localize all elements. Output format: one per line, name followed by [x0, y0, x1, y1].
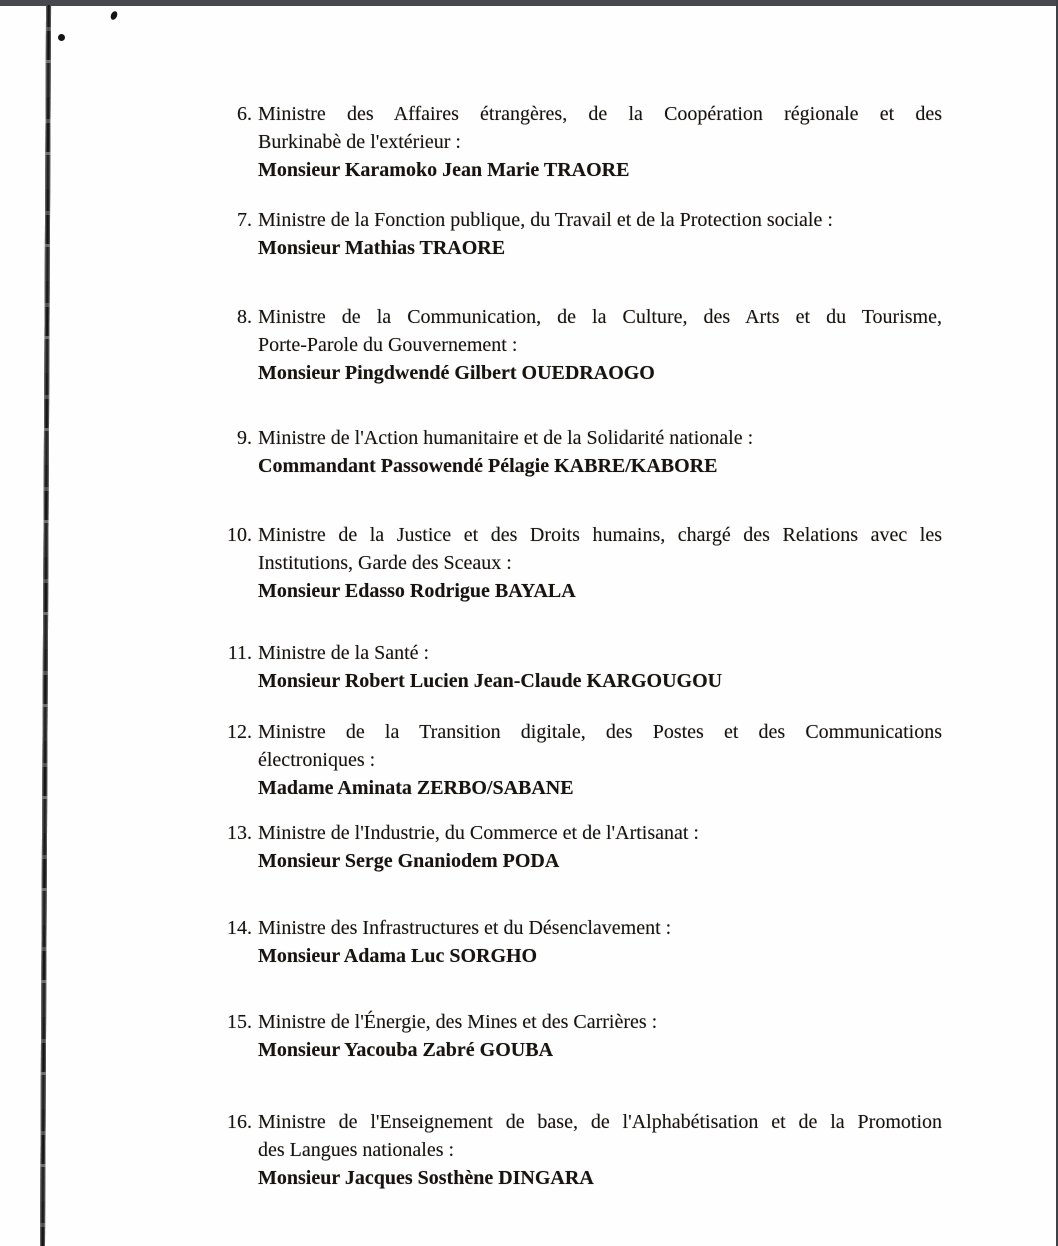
item-number: 11. — [227, 642, 252, 664]
minister-list-item — [224, 639, 942, 695]
minister-name: Monsieur Edasso Rodrigue BAYALA — [258, 580, 576, 602]
ministry-title — [258, 1108, 942, 1164]
ministry-title-line: Ministre des Affaires étrangères, de la Coopération régionale et des — [258, 103, 942, 125]
ministry-title — [258, 303, 942, 359]
ministry-title-line: Ministre de la Santé : — [258, 642, 430, 664]
ministry-title — [258, 914, 942, 942]
minister-name: Monsieur Jacques Sosthène DINGARA — [258, 1167, 594, 1189]
ministry-title — [258, 718, 942, 774]
ministry-title-line: Ministre des Infrastructures et du Désenclavement : — [258, 917, 672, 939]
minister-list-item — [224, 100, 942, 184]
minister-name: Monsieur Mathias TRAORE — [258, 237, 506, 259]
minister-name: Monsieur Serge Gnaniodem PODA — [258, 850, 560, 872]
item-number: 14. — [227, 917, 252, 939]
minister-name: Monsieur Karamoko Jean Marie TRAORE — [258, 159, 630, 181]
ministry-title — [258, 1008, 942, 1036]
ministry-title-line: Burkinabè de l'extérieur : — [258, 131, 461, 153]
ministry-title — [258, 206, 942, 234]
ministry-title — [258, 521, 942, 577]
minister-name: Madame Aminata ZERBO/SABANE — [258, 777, 574, 799]
ministry-title-line: Ministre de la Communication, de la Culture, des Arts et du Tourisme, — [258, 306, 942, 328]
minister-list-item — [224, 1108, 942, 1192]
ministry-title-line: Institutions, Garde des Sceaux : — [258, 552, 512, 574]
ministry-title-line: électroniques : — [258, 749, 376, 771]
minister-list-item — [224, 914, 942, 970]
ministry-title — [258, 100, 942, 156]
item-number: 16. — [227, 1111, 252, 1133]
minister-list-item — [224, 718, 942, 802]
item-number: 8. — [237, 306, 252, 328]
scan-top-edge — [0, 0, 1058, 6]
minister-name: Commandant Passowendé Pélagie KABRE/KABORE — [258, 455, 718, 477]
minister-list-item — [224, 206, 942, 262]
minister-list-item — [224, 819, 942, 875]
ministry-title-line: Ministre de la Justice et des Droits humains, chargé des Relations avec les — [258, 524, 942, 546]
item-number: 12. — [227, 721, 252, 743]
ministry-title-line: Ministre de l'Énergie, des Mines et des Carrières : — [258, 1011, 658, 1033]
ministry-title-line: Ministre de la Fonction publique, du Travail et de la Protection sociale : — [258, 209, 833, 231]
ministry-title-line: Ministre de la Transition digitale, des Postes et des Communications — [258, 721, 942, 743]
ministers-list — [224, 100, 944, 1192]
item-number: 13. — [227, 822, 252, 844]
minister-name: Monsieur Robert Lucien Jean-Claude KARGOUGOU — [258, 670, 723, 692]
ministry-title-line: Ministre de l'Industrie, du Commerce et de l'Artisanat : — [258, 822, 699, 844]
ministry-title-line: Ministre de l'Action humanitaire et de la Solidarité nationale : — [258, 427, 754, 449]
ministry-title — [258, 424, 942, 452]
minister-list-item — [224, 521, 942, 605]
minister-name: Monsieur Yacouba Zabré GOUBA — [258, 1039, 554, 1061]
item-number: 7. — [237, 209, 252, 231]
item-number: 10. — [227, 524, 252, 546]
item-number: 15. — [227, 1011, 252, 1033]
binding-fold-line — [40, 5, 51, 1246]
minister-list-item — [224, 1008, 942, 1064]
ministry-title — [258, 819, 942, 847]
minister-name: Monsieur Pingdwendé Gilbert OUEDRAOGO — [258, 362, 655, 384]
ministry-title-line: des Langues nationales : — [258, 1139, 455, 1161]
item-number: 6. — [237, 103, 252, 125]
ink-speck — [109, 10, 118, 21]
ministry-title-line: Ministre de l'Enseignement de base, de l'Alphabétisation et de la Promotion — [258, 1111, 942, 1133]
minister-list-item — [224, 424, 942, 480]
minister-list-item — [224, 303, 942, 387]
ink-speck — [58, 34, 65, 41]
minister-name: Monsieur Adama Luc SORGHO — [258, 945, 538, 967]
item-number: 9. — [237, 427, 252, 449]
ministry-title-line: Porte-Parole du Gouvernement : — [258, 334, 518, 356]
ministry-title — [258, 639, 942, 667]
